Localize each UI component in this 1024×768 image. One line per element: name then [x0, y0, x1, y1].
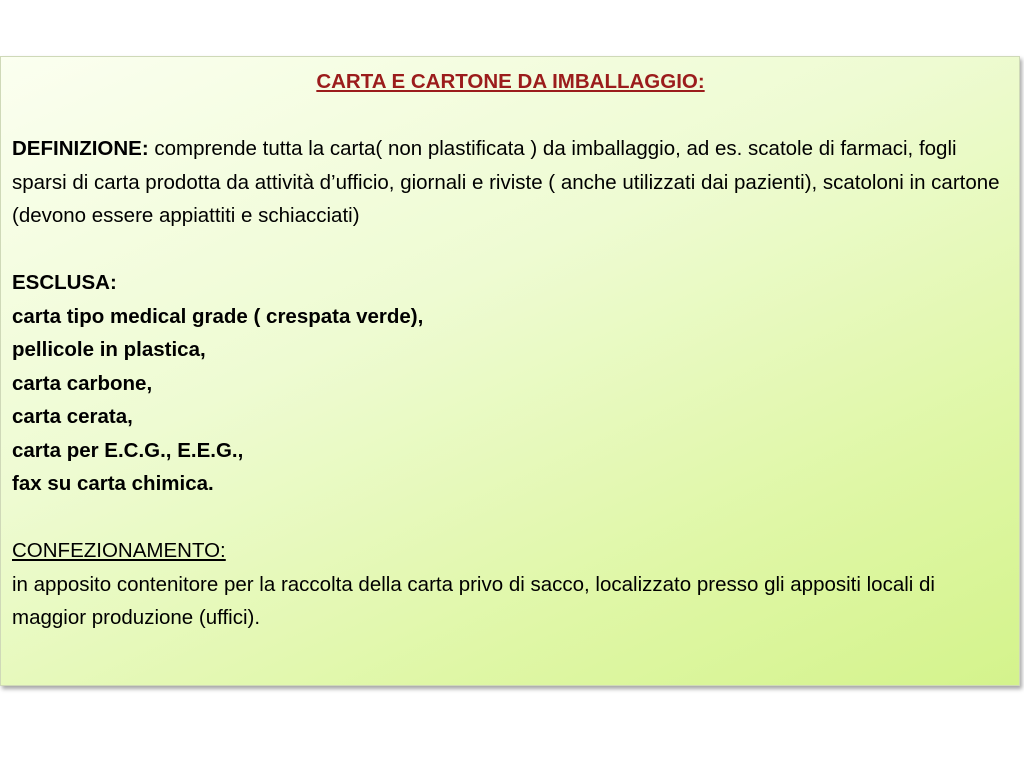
excluded-label: ESCLUSA:	[12, 271, 117, 294]
excluded-item: fax su carta chimica.	[12, 472, 214, 495]
page-title: CARTA E CARTONE DA IMBALLAGGIO:	[316, 70, 705, 93]
packaging-text: in apposito contenitore per la raccolta della carta privo di sacco, localizzato presso gli appositi locali di maggior produzione (uffici).	[12, 572, 935, 629]
spacer	[12, 233, 1009, 267]
excluded-item: carta tipo medical grade ( crespata verde),	[12, 304, 424, 328]
definition-paragraph	[12, 132, 1009, 233]
packaging-label: CONFEZIONAMENTO:	[12, 539, 226, 562]
excluded-item: carta cerata,	[12, 405, 133, 428]
excluded-item: pellicole in plastica,	[12, 338, 206, 361]
spacer	[12, 501, 1009, 535]
excluded-item: carta carbone,	[12, 371, 153, 395]
definition-label: DEFINIZIONE:	[12, 137, 149, 160]
excluded-item: carta per E.C.G., E.E.G.,	[12, 438, 244, 462]
definition-text: comprende tutta la carta( non plastificata ) da imballaggio, ad es. scatole di farmaci, fogli sparsi di carta prodotta da attività d’ufficio, giornali e riviste ( anche utilizzati dai pazienti), scatoloni in cartone (devono essere appiattiti e schiacciati)	[12, 137, 1000, 227]
spacer	[12, 99, 1009, 133]
content-panel	[0, 56, 1020, 686]
